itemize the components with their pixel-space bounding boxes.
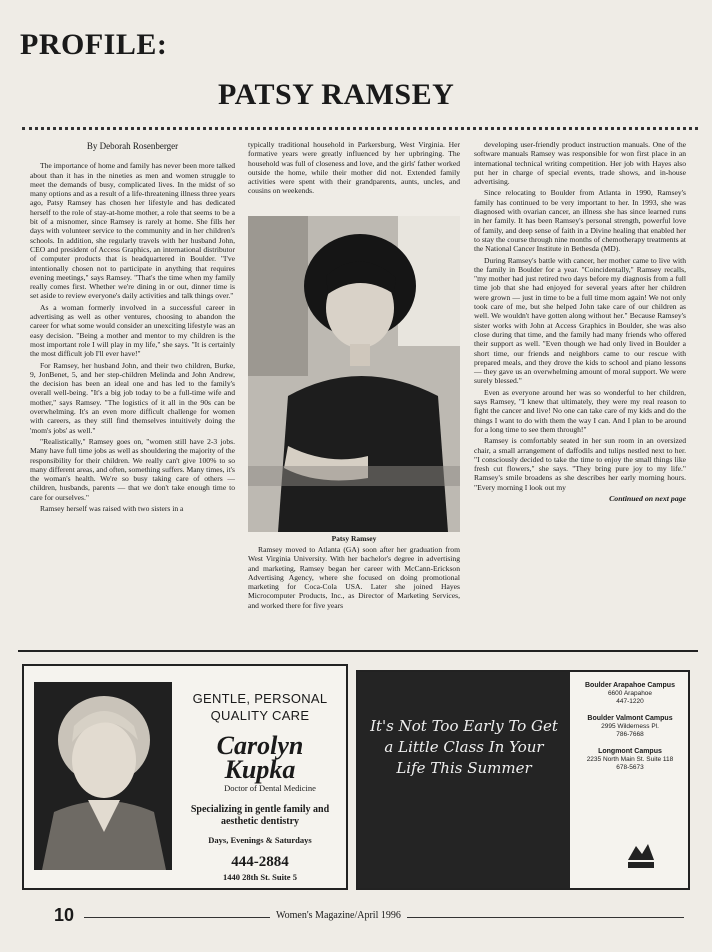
- paragraph: As a woman formerly involved in a successful career in advertising as well as other ventures, choosing to abandon the career for what some would consider an unexciting lifestyle was an easy decision. "Being a mother and mentor to my children is the most important role I will play in my life," she says. "It is certainly the most difficult job I'll ever have!": [30, 302, 235, 359]
- ad-tagline: [182, 690, 338, 724]
- dentist-photo: [34, 682, 172, 870]
- college-slogan: It's Not Too Early To Get a Little Class In Your Life This Summer: [370, 717, 558, 777]
- paragraph: During Ramsey's battle with cancer, her mother came to live with the family in Boulder for a year. "Coincidentally," Ramsey recalls, "my mother had just retired two days before my diagnosis from a full time job that she had enjoyed for several years after her children were grown — just in time to be a full time mom again! We not only took care of me, but she helped John take care of our children as well. We wouldn't have gotten along without her." Because Ramsey's sister works with John at Access Graphics in Boulder, she was also close during that time, and the family had many friends who offered their support as well. "Even though we had only lived in Boulder a short time, our friends and neighbors came to our rescue with prepared meals, and they drove the kids to school and piano lessons — they gave us an overwhelming amount of moral support. We were surely blessed.": [474, 255, 686, 386]
- paragraph: "Realistically," Ramsey goes on, "women still have 2-3 jobs. Many have full time jobs as well as shouldering the majority of the responsibility for their children. We really can't give 100% to so many different areas, and often, something suffers. Many times, it's the woman's health. We're so busy taking care of others — children, husbands, parents — that we don't take enough time to care for ourselves.": [30, 436, 235, 502]
- campus-list: [574, 682, 686, 781]
- article-column-2-top: [248, 140, 460, 214]
- paragraph: Ramsey herself was raised with two sisters in a: [40, 503, 184, 513]
- office-address: 1440 28th St. Suite 5: [223, 872, 297, 882]
- campus-address: 2995 Wilderness Pl.: [601, 723, 659, 730]
- section-title: PROFILE:: [20, 28, 168, 61]
- paragraph: Ramsey is comfortably seated in her sun room in an oversized chair, a small arrangement of daffodils and tulips nestled next to her. "I consciously decided to take the time to enjoy the small things like fresh cut flowers," she says. "They bring pure joy to my life." Ramsey's smile broadens as she describes her early morning hours. "Every morning I look out my: [474, 436, 686, 492]
- publication-footer: Women's Magazine/April 1996: [270, 910, 407, 921]
- campus-name: Longmont Campus: [598, 748, 662, 755]
- dotted-divider: [22, 127, 698, 133]
- photo-caption: Patsy Ramsey: [331, 534, 377, 543]
- campus-address: 2235 North Main St. Suite 118: [586, 756, 674, 763]
- paragraph: developing user-friendly product instruction manuals. One of the software manuals Ramsey was responsible for won first place in an international technical writing competition. Her job with Hayes also put her in charge of special events, trade shows, and in-house advertising.: [474, 140, 686, 187]
- portrait-photo: [248, 216, 460, 532]
- campus-phone: 786-7668: [616, 731, 644, 738]
- paragraph: Since relocating to Boulder from Atlanta in 1990, Ramsey's family has continued to be very important to her. In 1993, she was diagnosed with ovarian cancer, an illness she has since learned runs in her family. It has been Ramsey's personal strength, powerful love of family, and deep sense of faith in a Divine healing that enabled her to stay the course through nine months of chemotherapy treatments at the National Cancer Institute in Bethesda (MD).: [474, 188, 686, 254]
- tagline-line-1: GENTLE, PERSONAL: [192, 691, 328, 706]
- college-logo-icon: [626, 838, 656, 878]
- page-number: 10: [54, 905, 75, 925]
- dentist-ad: [22, 664, 348, 890]
- paragraph: For Ramsey, her husband John, and their two children, Burke, 9, JonBenet, 5, and her step-children Melinda and John Andrew, the decision has been an ideal one and has led to the family's overall well-being. "It's a big job today to be a full-time wife and mother," says Ramsey. "The logistics of it all in the 90s can be overwhelming. It's an even more difficult challenge for women with careers, as they still find themselves intuitively doing the 'mom's jobs' as well.": [30, 360, 235, 435]
- dentist-specialty: Specializing in gentle family and aesthetic dentistry: [190, 804, 330, 827]
- college-ad-banner: [358, 672, 570, 888]
- article-column-2-bottom: [248, 545, 460, 610]
- campus-name: Boulder Arapahoe Campus: [585, 682, 675, 689]
- campus-name: Boulder Valmont Campus: [587, 715, 673, 722]
- paragraph: typically traditional household in Parkersburg, West Virginia. Her formative years were greatly influenced by her upbringing. The household was full of closeness and love, and the girls' father worked outside the home, while their mother did not. Extended family activities were spent with their grandparents, aunts, uncles, and cousins on weekends.: [248, 140, 460, 196]
- article-column-3: [474, 140, 686, 503]
- campus-address: 6600 Arapahoe: [607, 690, 653, 697]
- name-line-1: Carolyn: [216, 731, 304, 760]
- dentist-name: [182, 731, 338, 784]
- college-ad: [356, 670, 690, 890]
- campus-item: [574, 748, 686, 772]
- tagline-line-2: QUALITY CARE: [210, 708, 310, 723]
- campus-phone: 447-1220: [616, 698, 644, 705]
- paragraph: Ramsey moved to Atlanta (GA) soon after her graduation from West Virginia University. With her bachelor's degree in advertising and marketing, Ramsey began her career with McCann-Erickson Advertising Agency, where she focused on doing promotional marketing for Coca-Cola USA. Later she joined Hayes Microcomputer Products, Inc., as Director of Marketing Services, and worked there for five years: [248, 545, 460, 610]
- dentist-title: Doctor of Dental Medicine: [224, 783, 316, 793]
- section-divider: [18, 650, 698, 652]
- name-line-2: Kupka: [224, 755, 296, 784]
- campus-item: [574, 715, 686, 739]
- campus-phone: 678-5673: [616, 764, 644, 771]
- campus-item: [574, 682, 686, 706]
- continued-note: Continued on next page: [609, 493, 686, 503]
- article-column-1: [30, 140, 235, 515]
- byline: By Deborah Rosenberger: [86, 141, 179, 151]
- phone-number: 444-2884: [231, 854, 289, 870]
- paragraph: The importance of home and family has never been more talked about than it has in the nineties as men and women struggle to meet the demands of busy, complicated lives. In the midst of so many options and as a result of a life-threatening illness three years ago, Patsy Ramsey has chosen her lifestyle and has dedicated herself to the role of stay-at-home mother, a role that seems to be a bit of a misnomer, since Ramsey is rarely at home. She fills her days with volunteer service to the community and in her children's schools. In addition, she regularly travels with her husband John, CEO and president of Access Graphics, an international distributor of computer products that is headquartered in Boulder. "I've intentionally chosen not to participate in anything that requires evening meetings," says Ramsey. "That's the time when my family really comes first. Whether we're dining in or out, dinner time is set aside to review everyone's daily activities and talk things over.": [30, 161, 235, 301]
- article-title: PATSY RAMSEY: [218, 78, 455, 111]
- paragraph: Even as everyone around her was so wonderful to her children, says Ramsey, "I knew that ultimately, they were my real reason to fight the cancer and live! No one can take care of my kids and do the things I want to do with them the way I can. And I plan to be around for a long time to see them through!": [474, 387, 686, 434]
- office-hours: Days, Evenings & Saturdays: [208, 835, 312, 845]
